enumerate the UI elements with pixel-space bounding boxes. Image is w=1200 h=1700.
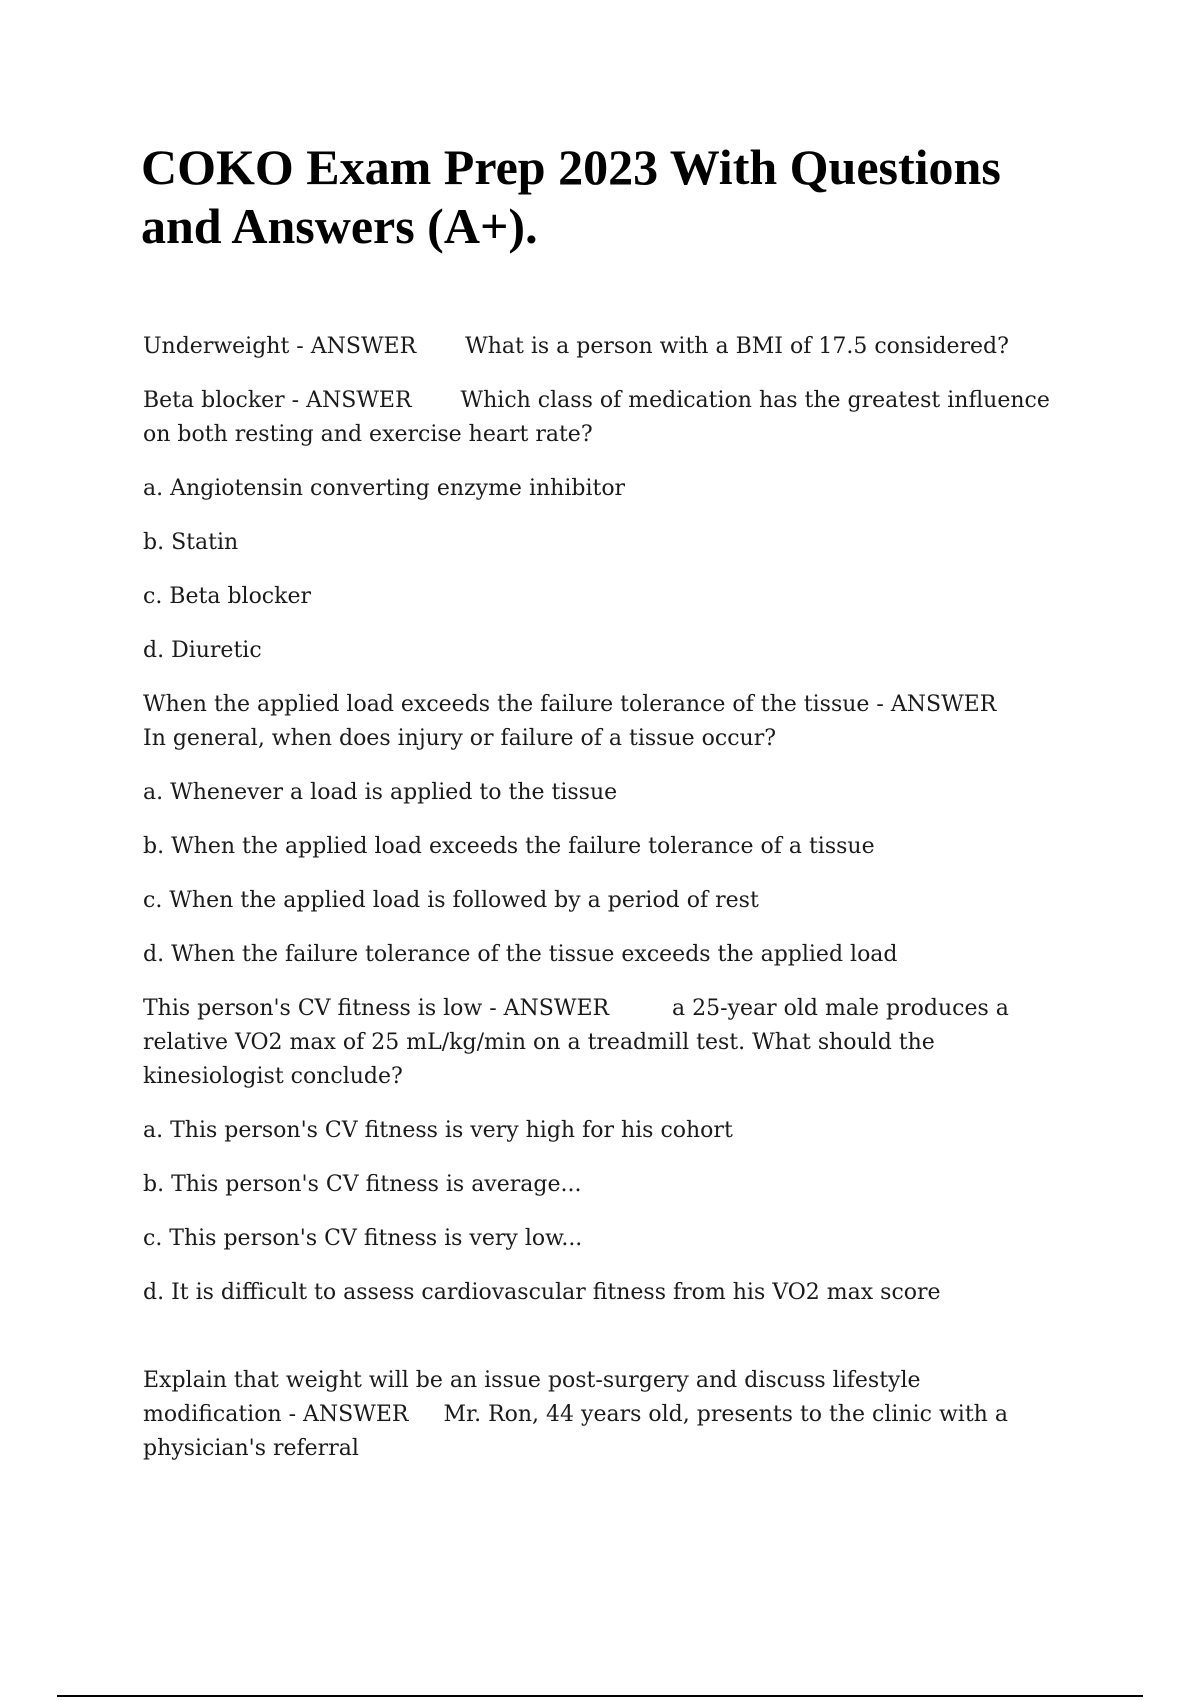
option-d-difficult-assess: d. It is difficult to assess cardiovascular fitness from his VO2 max score [143, 1280, 941, 1305]
option-a-load-applied: a. Whenever a load is applied to the tissue [143, 780, 618, 805]
option-a-ace-inhibitor: a. Angiotensin converting enzyme inhibitor [143, 476, 626, 501]
qa-beta-blocker: Beta blocker - ANSWER Which class of medication has the greatest influence on both resting and exercise heart rate? [143, 388, 1057, 447]
qa-bmi-underweight: Underweight - ANSWER What is a person with a BMI of 17.5 considered? [143, 334, 1009, 359]
document-title: COKO Exam Prep 2023 With Questions and Answers (A+). [141, 139, 1001, 254]
qa-weight-post-surgery: Explain that weight will be an issue post-surgery and discuss lifestyle modification - ANSWER Mr. Ron, 44 years old, presents to the clinic with a physician's referral [143, 1368, 1015, 1461]
option-d-tolerance-exceeds-load: d. When the failure tolerance of the tissue exceeds the applied load [143, 942, 898, 967]
option-b-average: b. This person's CV fitness is average... [143, 1172, 582, 1197]
document-body [143, 330, 1102, 1486]
option-c-load-rest: c. When the applied load is followed by a period of rest [143, 888, 759, 913]
footer-divider [57, 1695, 1143, 1697]
option-d-diuretic: d. Diuretic [143, 638, 262, 663]
option-b-load-exceeds-tolerance: b. When the applied load exceeds the failure tolerance of a tissue [143, 834, 875, 859]
qa-cv-fitness: This person's CV fitness is low - ANSWER a 25-year old male produces a relative VO2 max of 25 mL/kg/min on a treadmill test. What should the kinesiologist conclude? [143, 996, 1016, 1089]
option-c-very-low: c. This person's CV fitness is very low... [143, 1226, 583, 1251]
option-a-very-high: a. This person's CV fitness is very high for his cohort [143, 1118, 733, 1143]
qa-tissue-failure: When the applied load exceeds the failure tolerance of the tissue - ANSWER In general, when does injury or failure of a tissue occur? [143, 692, 1102, 751]
option-c-beta-blocker: c. Beta blocker [143, 584, 311, 609]
option-b-statin: b. Statin [143, 530, 239, 555]
